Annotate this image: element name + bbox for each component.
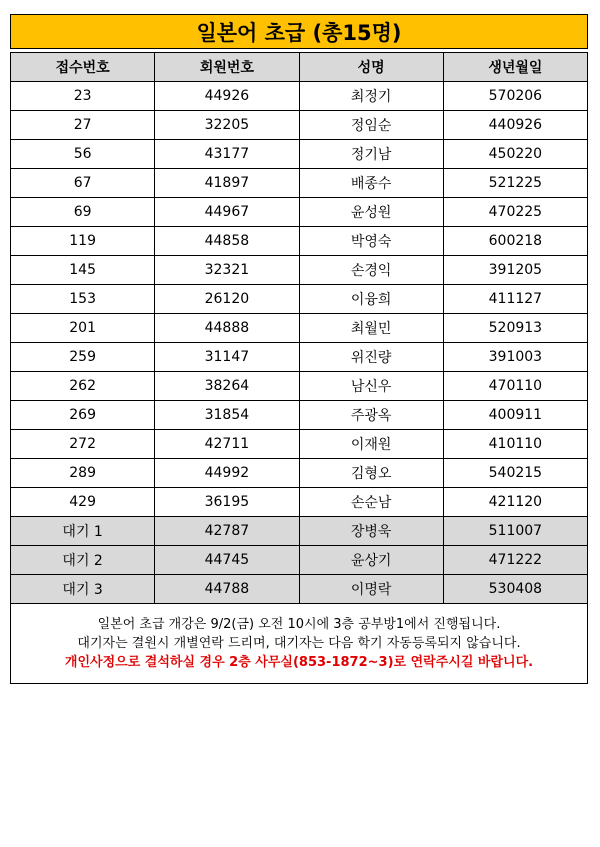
name-cell: 손경익 [299, 256, 443, 285]
member-number-cell: 32321 [155, 256, 299, 285]
application-number-cell: 289 [11, 459, 155, 488]
name-cell: 윤상기 [299, 546, 443, 575]
birthdate-cell: 521225 [443, 169, 587, 198]
header-birthdate: 생년월일 [443, 53, 587, 82]
application-number-cell: 119 [11, 227, 155, 256]
name-cell: 이명락 [299, 575, 443, 604]
table-row [11, 285, 588, 314]
birthdate-cell: 520913 [443, 314, 587, 343]
application-number-cell: 269 [11, 401, 155, 430]
waiting-row [11, 546, 588, 575]
application-number-cell: 259 [11, 343, 155, 372]
application-number-cell: 대기 2 [11, 546, 155, 575]
table-row [11, 372, 588, 401]
name-cell: 이융희 [299, 285, 443, 314]
application-number-cell: 201 [11, 314, 155, 343]
name-cell: 박영숙 [299, 227, 443, 256]
notice-line-absence: 개인사정으로 결석하실 경우 2층 사무실(853-1872~3)로 연락주시길 바랍니다. [64, 655, 534, 670]
name-cell: 정기남 [299, 140, 443, 169]
birthdate-cell: 391003 [443, 343, 587, 372]
birthdate-cell: 471222 [443, 546, 587, 575]
name-cell: 최월민 [299, 314, 443, 343]
member-number-cell: 38264 [155, 372, 299, 401]
name-cell: 윤성원 [299, 198, 443, 227]
table-header-row [11, 53, 588, 82]
application-number-cell: 대기 1 [11, 517, 155, 546]
table-row [11, 82, 588, 111]
birthdate-cell: 511007 [443, 517, 587, 546]
notice-line-schedule: 일본어 초급 개강은 9/2(금) 오전 10시에 3층 공부방1에서 진행됩니다. [97, 617, 501, 632]
application-number-cell: 23 [11, 82, 155, 111]
table-row [11, 256, 588, 285]
header-member-number: 회원번호 [155, 53, 299, 82]
birthdate-cell: 470110 [443, 372, 587, 401]
birthdate-cell: 421120 [443, 488, 587, 517]
member-number-cell: 36195 [155, 488, 299, 517]
birthdate-cell: 570206 [443, 82, 587, 111]
member-number-cell: 44788 [155, 575, 299, 604]
name-cell: 정임순 [299, 111, 443, 140]
birthdate-cell: 600218 [443, 227, 587, 256]
application-number-cell: 67 [11, 169, 155, 198]
table-row [11, 169, 588, 198]
birthdate-cell: 400911 [443, 401, 587, 430]
name-cell: 김형오 [299, 459, 443, 488]
table-row [11, 343, 588, 372]
table-row [11, 314, 588, 343]
member-number-cell: 26120 [155, 285, 299, 314]
member-number-cell: 43177 [155, 140, 299, 169]
birthdate-cell: 391205 [443, 256, 587, 285]
name-cell: 이재원 [299, 430, 443, 459]
header-name: 성명 [299, 53, 443, 82]
name-cell: 최정기 [299, 82, 443, 111]
roster-body [11, 82, 588, 604]
member-number-cell: 42787 [155, 517, 299, 546]
header-application-number: 접수번호 [11, 53, 155, 82]
table-row [11, 488, 588, 517]
member-number-cell: 31854 [155, 401, 299, 430]
member-number-cell: 44967 [155, 198, 299, 227]
birthdate-cell: 530408 [443, 575, 587, 604]
member-number-cell: 44858 [155, 227, 299, 256]
name-cell: 남신우 [299, 372, 443, 401]
application-number-cell: 145 [11, 256, 155, 285]
member-number-cell: 44745 [155, 546, 299, 575]
roster-table [10, 52, 588, 604]
notice-box [10, 604, 588, 684]
notice-line-waiting: 대기자는 결원시 개별연락 드리며, 대기자는 다음 학기 자동등록되지 않습니다. [77, 636, 521, 651]
member-number-cell: 44992 [155, 459, 299, 488]
application-number-cell: 153 [11, 285, 155, 314]
birthdate-cell: 440926 [443, 111, 587, 140]
birthdate-cell: 410110 [443, 430, 587, 459]
member-number-cell: 32205 [155, 111, 299, 140]
member-number-cell: 42711 [155, 430, 299, 459]
birthdate-cell: 450220 [443, 140, 587, 169]
member-number-cell: 44888 [155, 314, 299, 343]
name-cell: 장병욱 [299, 517, 443, 546]
application-number-cell: 262 [11, 372, 155, 401]
application-number-cell: 69 [11, 198, 155, 227]
application-number-cell: 429 [11, 488, 155, 517]
birthdate-cell: 470225 [443, 198, 587, 227]
name-cell: 배종수 [299, 169, 443, 198]
member-number-cell: 31147 [155, 343, 299, 372]
table-row [11, 111, 588, 140]
birthdate-cell: 540215 [443, 459, 587, 488]
table-row [11, 198, 588, 227]
table-row [11, 401, 588, 430]
table-row [11, 430, 588, 459]
table-row [11, 459, 588, 488]
application-number-cell: 56 [11, 140, 155, 169]
application-number-cell: 대기 3 [11, 575, 155, 604]
table-row [11, 227, 588, 256]
roster-sheet [10, 14, 588, 684]
waiting-row [11, 517, 588, 546]
name-cell: 위진량 [299, 343, 443, 372]
table-row [11, 140, 588, 169]
member-number-cell: 44926 [155, 82, 299, 111]
name-cell: 주광옥 [299, 401, 443, 430]
member-number-cell: 41897 [155, 169, 299, 198]
name-cell: 손순남 [299, 488, 443, 517]
application-number-cell: 272 [11, 430, 155, 459]
application-number-cell: 27 [11, 111, 155, 140]
waiting-row [11, 575, 588, 604]
page-title: 일본어 초급 (총15명) [10, 14, 588, 49]
birthdate-cell: 411127 [443, 285, 587, 314]
